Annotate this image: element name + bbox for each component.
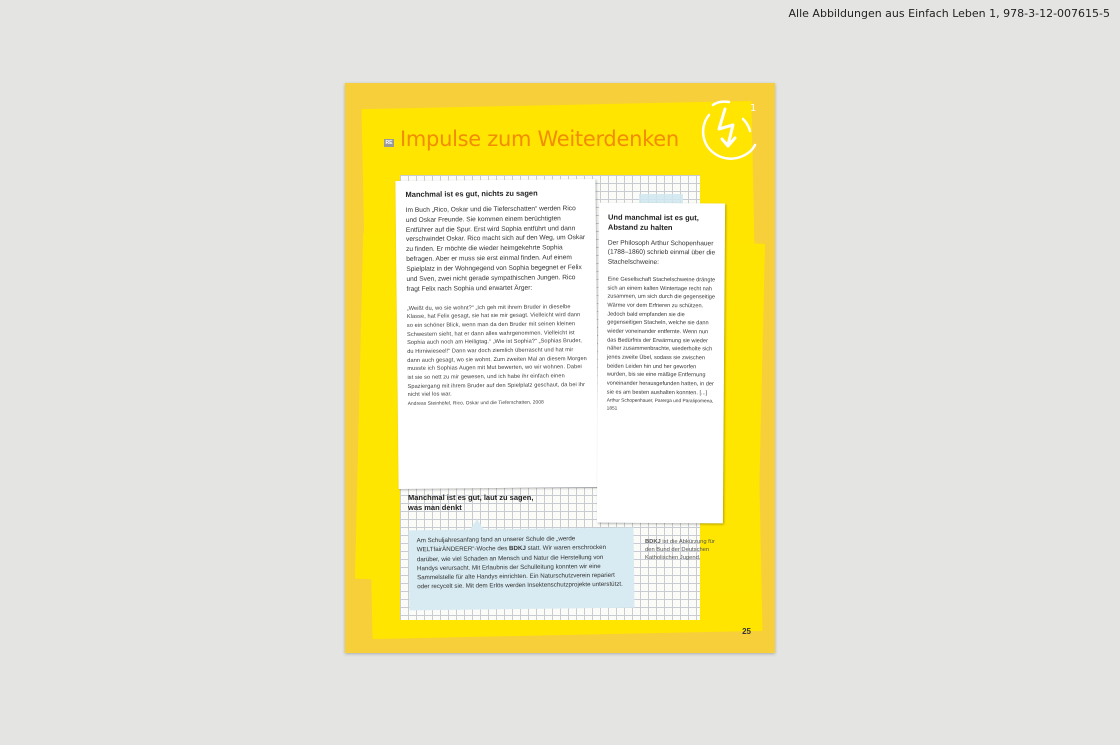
sub-heading: Manchmal ist es gut, laut zu sagen, was man denkt	[408, 493, 534, 512]
left-card-heading: Manchmal ist es gut, nichts zu sagen	[405, 188, 538, 199]
right-card-excerpt: Eine Gesellschaft Stachelschweine drängte sich an einem kalten Wintertage recht nah zusammen, um sich durch die gegenseitige Wärme vor dem Erfrieren zu schützen. Jedoch bald empfanden sie die gegenseitigen Stacheln, welche sie dann wieder voneinander entfernte. Wenn nun das Bedürfnis der Erwärmung sie wieder näher zusammenbrachte, wiederholte sich jenes zweite Übel, sodass sie zwischen beiden Leiden hin und her geworfen wurden, bis sie eine mäßige Entfernung voneinander herausgefunden hatten, in der sie es am besten aushalten konnten. [...]	[606, 276, 716, 397]
subject-badge: RE	[385, 140, 393, 146]
left-card-excerpt: „Weißt du, wo sie wohnt?“ „Ich geh mit ihrem Bruder in dieselbe Klasse, hat Felix gesagt, sie hat sie mir gesagt. Vielleicht wird dann so ein schöner Blick, wenn man da den Bruder mit seinen kleinen Schwestern sieht, hat er dann alles wahrgenommen. Vielleicht ist Sophia auch noch am Heiligtag.“ „Wie ist Sophia?“ „Sophias Bruder, du Hirniwieseel!“ Dann war doch ziemlich überrascht und hat mir dann auch gesagt, wo sie wohnt. Zum zweiten Mal an diesem Morgen musste ich Sophias Augen mit Mut bewerten, wo wir wohnen. Dabei ist sie so nett zu mir gewesen, und ich habe ihr einfach einen Spaziergang mit ihrem Bruder auf den Spielplatz geschaut, da bei ihr nicht viel los war.	[406, 303, 587, 399]
book-page	[345, 83, 775, 653]
speech-notch	[470, 519, 484, 530]
speech-box-text: Am Schuljahresanfang fand an unserer Schule die „werde WELTfairÄNDERER“-Woche des BDKJ statt. Wir waren erschrocken darüber, wie viel Schaden an Mensch und Natur die Herstellung von Handys verursacht. Mit Erlaubnis der Schulleitung konnten wir eine Sammelstelle für alte Handys einrichten. Ein Naturschutzverein repariert oder recycelt sie. Mit dem Erlös werden Insektenschutzprojekte unterstützt.	[416, 535, 623, 591]
right-text-card	[597, 203, 725, 524]
right-card-intro: Der Philosoph Arthur Schopenhauer (1788–1860) schrieb einmal über die Stachelschweine:	[607, 239, 716, 267]
image-credit: Alle Abbildungen aus Einfach Leben 1, 978-3-12-007615-5	[788, 7, 1110, 20]
speech-box	[409, 528, 635, 611]
page-title: Impulse zum Weiterdenken	[400, 127, 679, 151]
right-card-source: Arthur Schopenhauer, Parerga und Paralipomena, 1851	[606, 398, 714, 412]
left-card-source: Andreas Steinhöfel, Rico, Oskar und die Tieferschatten, 2008	[407, 400, 544, 407]
right-card-heading: Und manchmal ist es gut, Abstand zu halten	[607, 212, 699, 232]
lightning-bolt-icon	[695, 97, 760, 167]
page-number: 25	[742, 627, 751, 636]
footnote: BDKJ ist die Abkürzung für den Bund der Deutschen Katholischen Jugend.	[645, 539, 715, 562]
icon-number: 1	[750, 103, 757, 114]
left-text-card	[395, 179, 598, 489]
left-card-intro: Im Buch „Rico, Oskar und die Tieferschatten“ werden Rico und Oskar Freunde. Sie kommen einem berüchtigten Entführer auf die Spur. Erst wird Sophia entführt und dann verschwindet Oskar. Rico macht sich auf den Weg, um Oskar zu finden. Er möchte die wieder heimgekehrte Sophia befragen. Aber er muss sie erst einmal finden. Auf einem Spielplatz in der Wohngegend von Sophia begegnet er Felix und Sven, zwei nicht gerade sympathischen Jungen. Rico fragt Felix nach Sophia und erwartet Ärger:	[405, 204, 586, 293]
